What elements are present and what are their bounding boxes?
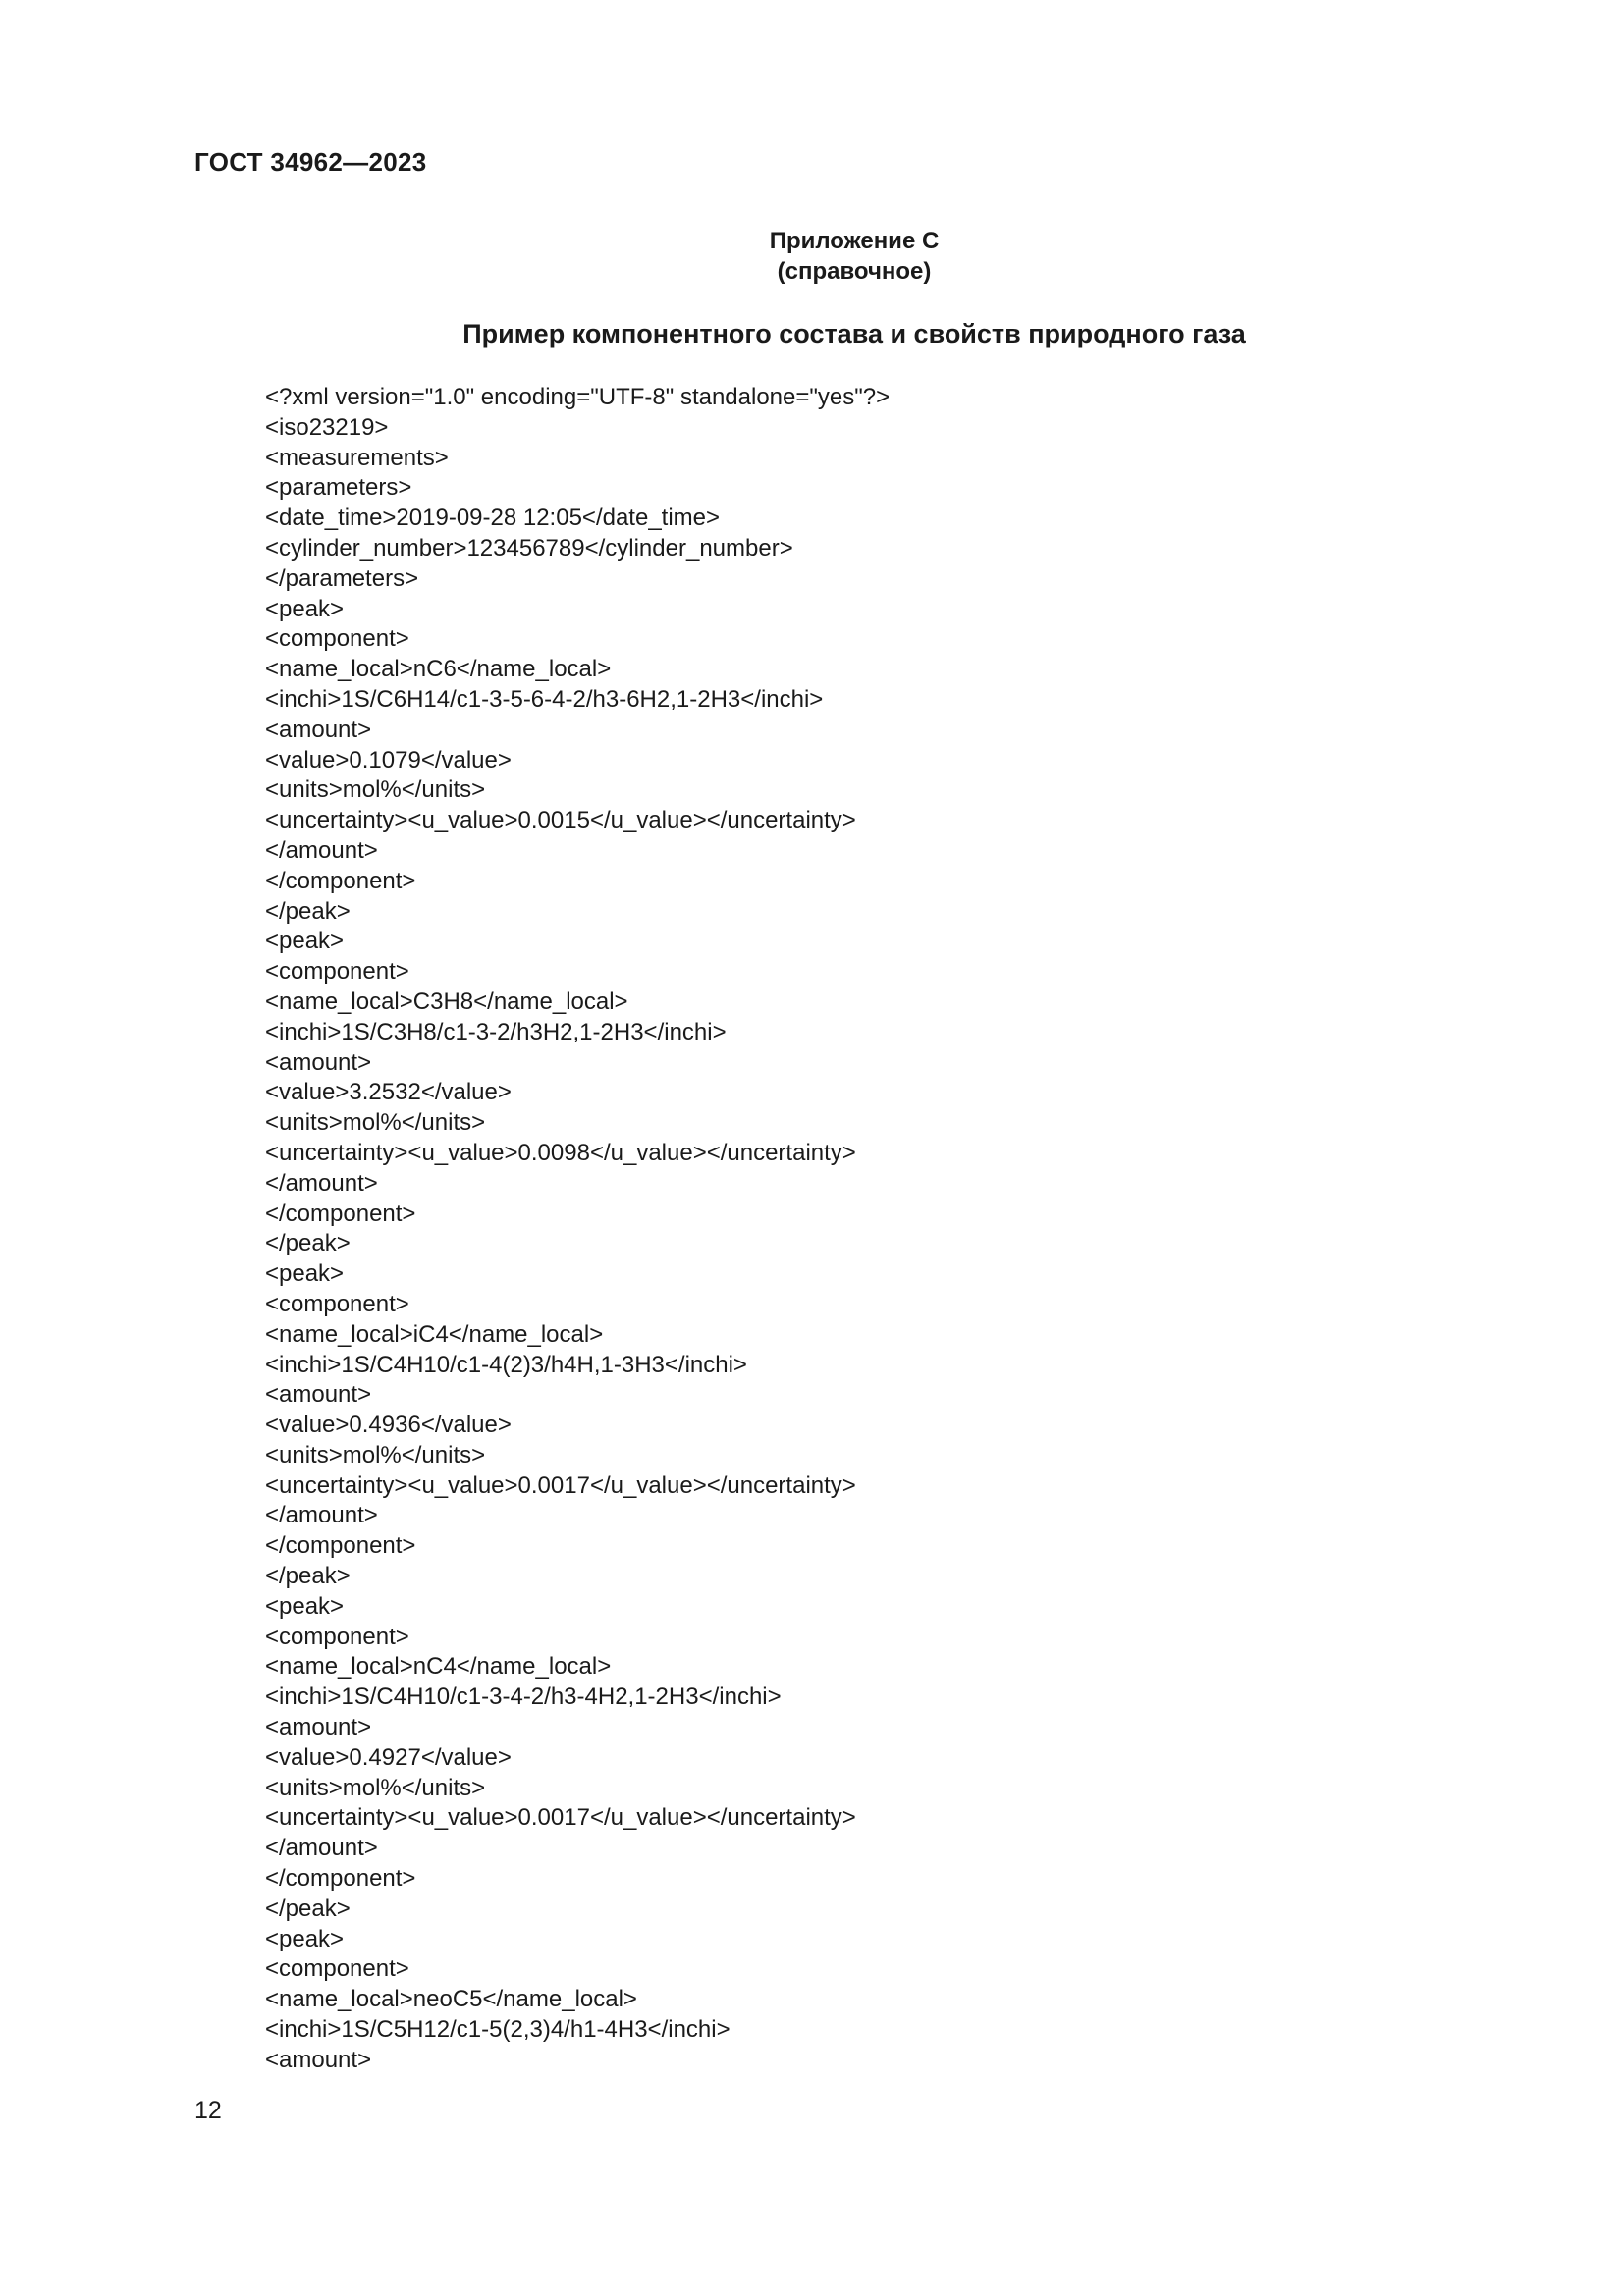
code-line: <component> [265, 1290, 409, 1317]
code-line: </amount> [265, 1835, 378, 1862]
code-line: <uncertainty><u_value>0.0017</u_value></uncertainty> [265, 1804, 856, 1832]
code-line: <value>0.4936</value> [265, 1412, 512, 1439]
appendix-heading [0, 226, 1624, 287]
code-line: <peak> [265, 595, 345, 622]
code-line: <inchi>1S/C3H8/c1-3-2/h3H2,1-2H3</inchi> [265, 1018, 727, 1045]
code-line: <uncertainty><u_value>0.0015</u_value></uncertainty> [265, 807, 856, 834]
page-number: 12 [194, 2097, 222, 2124]
code-line: </amount> [265, 1502, 378, 1529]
code-line: <inchi>1S/C6H14/c1-3-5-6-4-2/h3-6H2,1-2H3</inchi> [265, 685, 824, 713]
code-line: <iso23219> [265, 413, 389, 441]
code-line: <name_local>C3H8</name_local> [265, 988, 628, 1015]
code-line: <inchi>1S/C4H10/c1-4(2)3/h4H,1-3H3</inchi> [265, 1351, 747, 1378]
code-line: <?xml version="1.0" encoding="UTF-8" standalone="yes"?> [265, 384, 891, 410]
code-line: <uncertainty><u_value>0.0017</u_value></uncertainty> [265, 1471, 856, 1499]
code-line: <inchi>1S/C4H10/c1-3-4-2/h3-4H2,1-2H3</inchi> [265, 1683, 782, 1711]
code-line: <component> [265, 1623, 409, 1650]
code-line: <name_local>nC4</name_local> [265, 1653, 612, 1681]
code-line: <value>0.4927</value> [265, 1743, 512, 1771]
code-line: <amount> [265, 1714, 372, 1741]
document-id-header: ГОСТ 34962—2023 [194, 147, 427, 177]
code-line: </amount> [265, 836, 378, 864]
code-line: <units>mol%</units> [265, 1109, 486, 1137]
code-line: </component> [265, 867, 416, 894]
code-line: </component> [265, 1865, 416, 1893]
code-line: <name_local>iC4</name_local> [265, 1320, 604, 1348]
code-line: <cylinder_number>123456789</cylinder_number> [265, 534, 793, 561]
code-line: <peak> [265, 928, 345, 955]
code-line: </peak> [265, 897, 351, 925]
code-line: <peak> [265, 1260, 345, 1288]
code-line: <amount> [265, 1048, 372, 1076]
code-line: <value>0.1079</value> [265, 746, 512, 774]
code-line: <units>mol%</units> [265, 776, 486, 804]
code-line: <component> [265, 958, 409, 986]
code-line: </amount> [265, 1169, 378, 1197]
code-line: </peak> [265, 1230, 351, 1257]
code-line: <uncertainty><u_value>0.0098</u_value></uncertainty> [265, 1139, 856, 1166]
code-line: <component> [265, 625, 409, 653]
xml-code-listing [265, 383, 890, 2076]
code-line: </component> [265, 1200, 416, 1227]
code-line: <value>3.2532</value> [265, 1079, 512, 1106]
code-line: <measurements> [265, 444, 449, 471]
appendix-title: Приложение С [769, 228, 940, 254]
code-line: <units>mol%</units> [265, 1441, 486, 1468]
code-line: </component> [265, 1532, 416, 1560]
code-line: <name_local>neoC5</name_local> [265, 1986, 637, 2013]
code-line: </peak> [265, 1563, 351, 1590]
code-line: <name_local>nC6</name_local> [265, 656, 612, 683]
code-line: </peak> [265, 1895, 351, 1922]
code-line: <inchi>1S/C5H12/c1-5(2,3)4/h1-4H3</inchi> [265, 2016, 731, 2044]
code-line: <peak> [265, 1592, 345, 1620]
code-line: <amount> [265, 716, 372, 743]
code-line: <amount> [265, 2046, 372, 2073]
code-line: <units>mol%</units> [265, 1774, 486, 1801]
code-line: <component> [265, 1955, 409, 1983]
code-line: <parameters> [265, 474, 412, 502]
section-title: Пример компонентного состава и свойств природного газа [462, 319, 1246, 348]
code-line: <amount> [265, 1381, 372, 1409]
code-line: </parameters> [265, 564, 419, 592]
code-line: <date_time>2019-09-28 12:05</date_time> [265, 505, 721, 532]
appendix-subtitle: (справочное) [777, 258, 932, 285]
code-line: <peak> [265, 1925, 345, 1952]
